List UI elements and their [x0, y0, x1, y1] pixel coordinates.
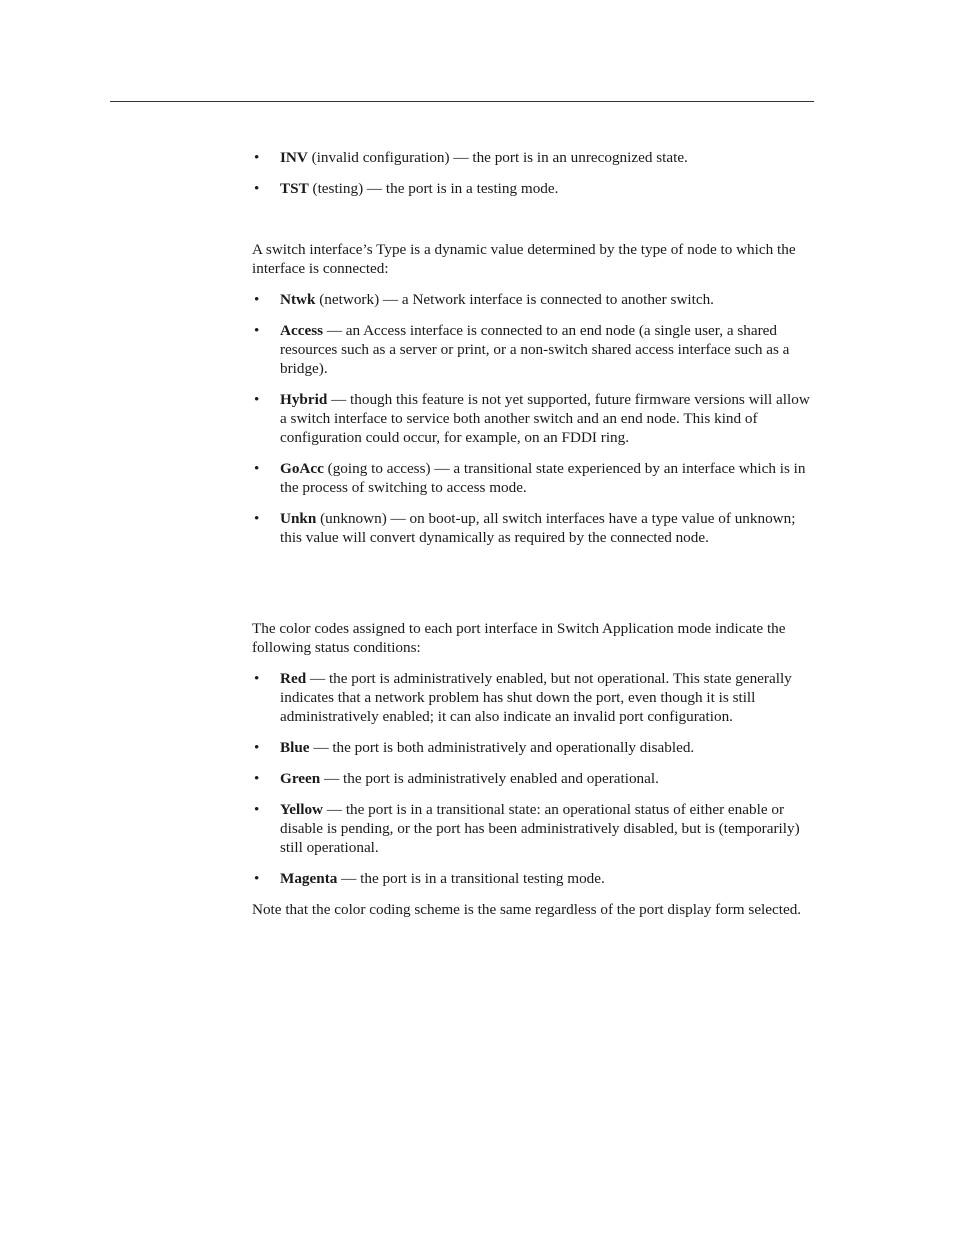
- type-list: [252, 290, 814, 547]
- term: Hybrid: [280, 391, 328, 408]
- color-note: Note that the color coding scheme is the same regardless of the port display form selected.: [252, 901, 802, 918]
- bullet-glyph: •: [254, 291, 260, 308]
- term: Access: [280, 322, 324, 339]
- term: Ntwk: [280, 291, 316, 308]
- term: GoAcc: [280, 460, 324, 477]
- list-item: [252, 769, 814, 788]
- term: Yellow: [280, 801, 324, 818]
- list-item: [252, 869, 814, 888]
- color-intro: The color codes assigned to each port interface in Switch Application mode indicate the following status conditions:: [252, 620, 786, 656]
- list-item: [252, 179, 814, 198]
- definition: — the port is both administratively and operationally disabled.: [309, 739, 695, 756]
- term: Red: [280, 670, 307, 687]
- bullet-glyph: •: [254, 739, 260, 756]
- bullet-glyph: •: [254, 801, 260, 818]
- list-item: [252, 738, 814, 757]
- list-item: [252, 290, 814, 309]
- definition: — the port is in a transitional testing mode.: [337, 870, 605, 887]
- definition: — the port is administratively enabled, but not operational. This state generally indicates that a network problem has shut down the port, even though it is still administratively enabled; it can also indicate an invalid port configuration.: [280, 670, 792, 725]
- list-item: [252, 390, 814, 447]
- term: TST: [280, 180, 309, 197]
- term: Magenta: [280, 870, 338, 887]
- bullet-glyph: •: [254, 670, 260, 687]
- definition: (invalid configuration) — the port is in an unrecognized state.: [307, 149, 688, 166]
- bullet-glyph: •: [254, 770, 260, 787]
- bullet-glyph: •: [254, 460, 260, 477]
- list-item: [252, 321, 814, 378]
- definition: (unknown) — on boot-up, all switch interfaces have a type value of unknown; this value will convert dynamically as required by the connected node.: [280, 510, 796, 546]
- bullet-glyph: •: [254, 391, 260, 408]
- definition: — though this feature is not yet supported, future firmware versions will allow a switch interface to service both another switch and an end node. This kind of configuration could occur, for example, on an FDDI ring.: [280, 391, 810, 446]
- page-content: [252, 148, 814, 931]
- definition: — an Access interface is connected to an end node (a single user, a shared resources such as a server or print, or a non-switch shared access interface such as a bridge).: [280, 322, 790, 377]
- bullet-glyph: •: [254, 180, 260, 197]
- bullet-glyph: •: [254, 149, 260, 166]
- definition: (network) — a Network interface is connected to another switch.: [315, 291, 714, 308]
- state-list: [252, 148, 814, 198]
- list-item: [252, 459, 814, 497]
- type-intro: A switch interface’s Type is a dynamic value determined by the type of node to which the interface is connected:: [252, 241, 796, 277]
- term: Green: [280, 770, 321, 787]
- list-item: [252, 669, 814, 726]
- term: INV: [280, 149, 308, 166]
- bullet-glyph: •: [254, 870, 260, 887]
- list-item: [252, 509, 814, 547]
- bullet-glyph: •: [254, 510, 260, 527]
- term: Blue: [280, 739, 310, 756]
- definition: (testing) — the port is in a testing mode.: [308, 180, 559, 197]
- list-item: [252, 800, 814, 857]
- definition: (going to access) — a transitional state experienced by an interface which is in the process of switching to access mode.: [280, 460, 806, 496]
- list-item: [252, 148, 814, 167]
- color-list: [252, 669, 814, 888]
- definition: — the port is in a transitional state: an operational status of either enable or disable is pending, or the port has been administratively disabled, but is (temporarily) still operational.: [280, 801, 800, 856]
- header-rule: [110, 101, 814, 102]
- term: Unkn: [280, 510, 317, 527]
- definition: — the port is administratively enabled and operational.: [320, 770, 659, 787]
- bullet-glyph: •: [254, 322, 260, 339]
